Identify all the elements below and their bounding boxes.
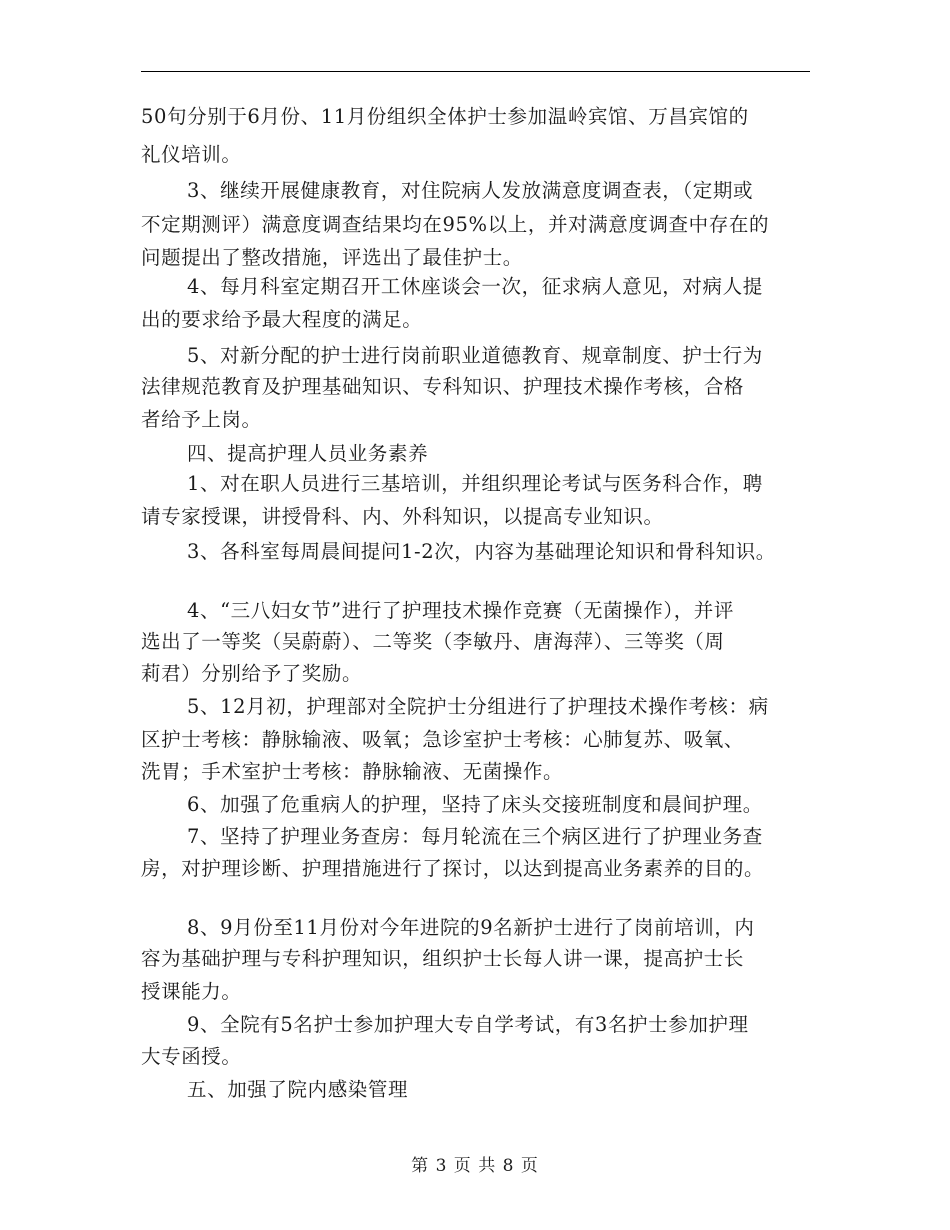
text-line: 50句分别于6月份、11月份组织全体护士参加温岭宾馆、万昌宾馆的 [141,105,749,128]
text-line: 洗胃；手术室护士考核：静脉输液、无菌操作。 [141,760,564,783]
text-line: 问题提出了整改措施，评选出了最佳护士。 [141,246,523,269]
text-line: 请专家授课，讲授骨科、内、外科知识，以提高专业知识。 [141,505,664,528]
text-line: 选出了一等奖（吴蔚蔚）、二等奖（李敏丹、唐海萍）、三等奖（周 [141,630,725,653]
text-line: 4、“三八妇女节”进行了护理技术操作竞赛（无菌操作），并评 [187,599,734,622]
text-line: 礼仪培训。 [141,143,242,166]
text-line: 授课能力。 [141,980,242,1003]
text-line: 莉君）分别给予了奖励。 [141,662,363,685]
text-line: 9、全院有5名护士参加护理大专自学考试，有3名护士参加护理 [187,1013,749,1036]
text-line: 7、坚持了护理业务查房：每月轮流在三个病区进行了护理业务查 [187,825,763,848]
header-rule [141,71,810,72]
text-line: 不定期测评）满意度调查结果均在95%以上，并对满意度调查中存在的 [141,213,770,236]
text-line: 区护士考核：静脉输液、吸氧；急诊室护士考核：心肺复苏、吸氧、 [141,728,745,751]
section-heading: 四、提高护理人员业务素养 [187,442,429,465]
text-line: 房，对护理诊断、护理措施进行了探讨，以达到提高业务素养的目的。 [141,857,765,880]
section-heading: 五、加强了院内感染管理 [187,1078,409,1101]
text-line: 者给予上岗。 [141,408,262,431]
text-line: 1、对在职人员进行三基培训，并组织理论考试与医务科合作，聘 [187,472,763,495]
text-line: 6、加强了危重病人的护理，坚持了床头交接班制度和晨间护理。 [187,793,763,816]
text-line: 3、各科室每周晨间提问1-2次，内容为基础理论知识和骨科知识。 [187,540,776,563]
text-line: 容为基础护理与专科护理知识，组织护士长每人讲一课，提高护士长 [141,947,745,970]
page-number: 第 3 页 共 8 页 [411,1156,539,1176]
text-line: 8、9月份至11月份对今年进院的9名新护士进行了岗前培训，内 [187,916,755,939]
text-line: 大专函授。 [141,1045,242,1068]
text-line: 5、对新分配的护士进行岗前职业道德教育、规章制度、护士行为 [187,344,763,367]
text-line: 5、12月初，护理部对全院护士分组进行了护理技术操作考核：病 [187,695,769,718]
text-line: 3、继续开展健康教育，对住院病人发放满意度调查表，（定期或 [187,179,754,202]
text-line: 4、每月科室定期召开工休座谈会一次，征求病人意见，对病人提 [187,275,763,298]
text-line: 法律规范教育及护理基础知识、专科知识、护理技术操作考核，合格 [141,375,745,398]
text-line: 出的要求给予最大程度的满足。 [141,308,423,331]
